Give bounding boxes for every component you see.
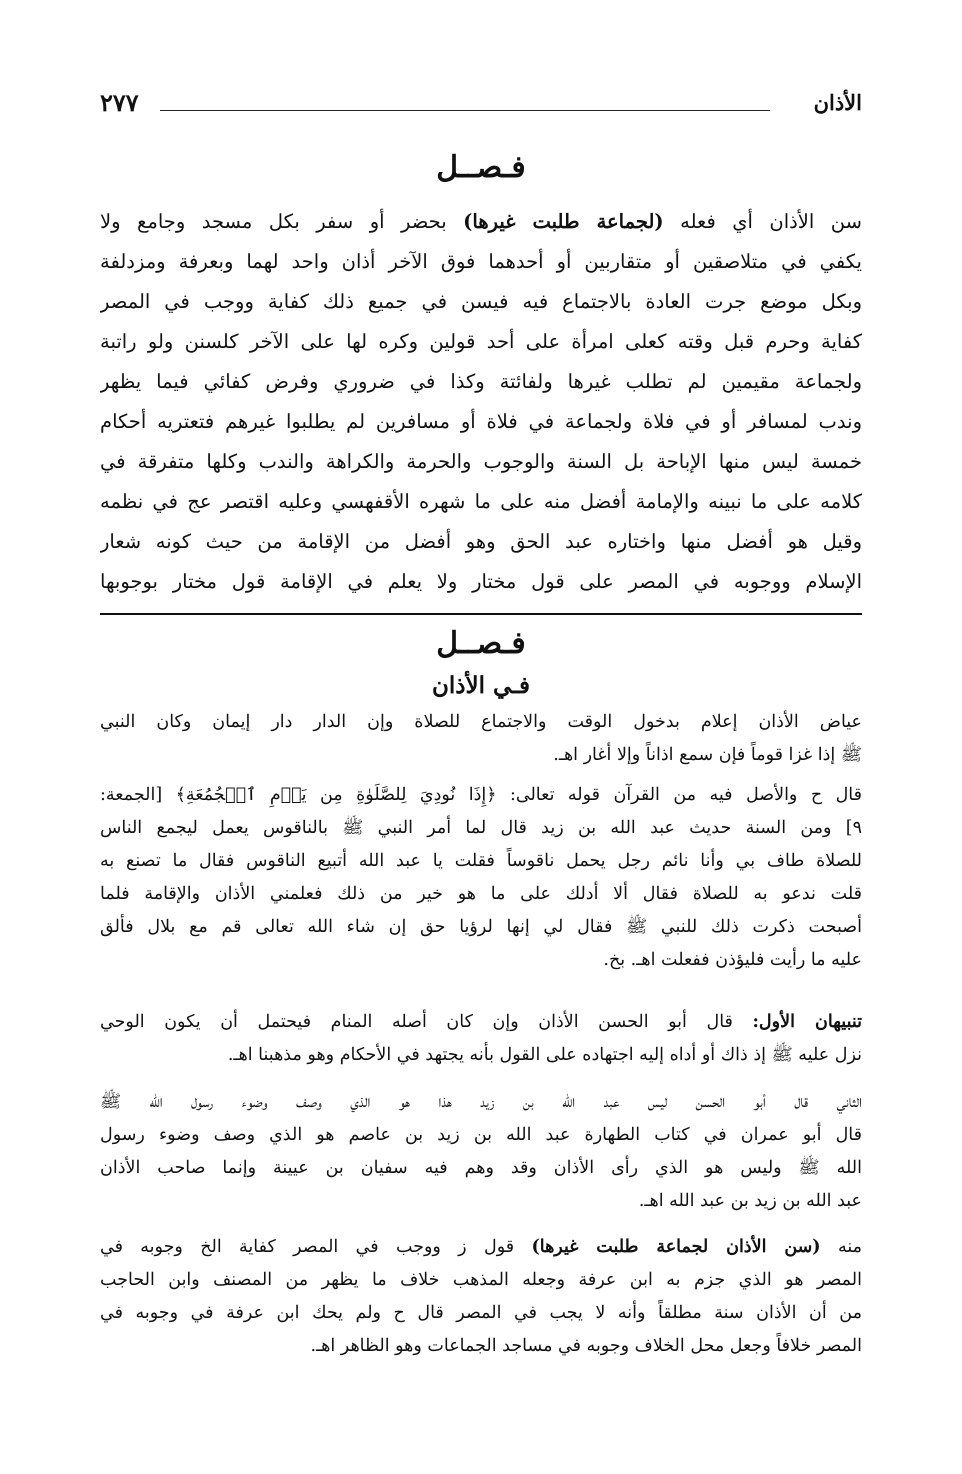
text-line: [100, 1152, 862, 1185]
text-line: [100, 1297, 862, 1330]
text-line: [100, 242, 862, 282]
text-line: [100, 1330, 862, 1363]
text-run: الإسلام ووجوبه في المصر على قول مختار ولا يعلم في الإقامة قول مختار بوجوبها: [100, 570, 862, 593]
text-line: [100, 739, 862, 772]
text-line: [100, 1039, 862, 1072]
text-line: [100, 1006, 862, 1039]
section-2-subtitle: فـي الأذان: [432, 672, 530, 699]
text-line: [100, 706, 862, 739]
bold-phrase: تنبيهان الأول:: [752, 1012, 862, 1032]
text-line: [100, 322, 862, 362]
text-line: [100, 1119, 862, 1152]
text-run: يكفي في متلاصقين أو متقاربين أو أحدهما فوق الآخر أذان واحد لهما وبعرفة ومزدلفة: [100, 250, 862, 273]
text-run: ﷺ إذا غزا قوماً فإن سمع اذاناً وإلا أغار اهـ.: [553, 745, 862, 765]
bold-phrase: (لجماعة طلبت غيرها): [463, 210, 664, 233]
text-run: وبكل موضع جرت العادة بالاجتماع فيه فيسن في جميع ذلك كفاية ووجب في المصر: [100, 290, 862, 313]
note-paragraph: [100, 1086, 862, 1218]
text-run: عليه ما رأيت فليؤذن ففعلت اهـ. بخ.: [603, 950, 862, 970]
text-run: سن الأذان أي فعله: [663, 210, 862, 233]
text-run: كلامه على ما نبينه والإمامة أفضل منه على ما شهره الأقفهسي وعليه اقتصر عج في نظمه: [100, 490, 862, 513]
text-line: [100, 911, 862, 944]
text-line: [100, 1231, 862, 1264]
text-line: [100, 944, 862, 977]
section-1-title: فـصــل: [436, 150, 526, 185]
text-run: ٩] ومن السنة حديث عبد الله بن زيد قال لما أمر النبي ﷺ بالناقوس يعمل ليجمع الناس: [100, 818, 862, 838]
text-line: [100, 402, 862, 442]
text-run: عبد الله بن زيد بن عبد الله اهـ.: [638, 1191, 862, 1211]
running-header: [100, 88, 862, 120]
text-line: [100, 522, 862, 562]
page-number: ٢٧٧: [100, 88, 139, 117]
text-run: المصر خلافاً وجعل محل الخلاف وجوبه في مساجد الجماعات وهو الظاهر اهـ.: [310, 1336, 862, 1356]
text-run: عياض الأذان إعلام بدخول الوقت والاجتماع للصلاة وإن الدار دار إيمان وكان النبي: [100, 712, 862, 732]
note-paragraph: [100, 779, 862, 977]
text-run: منه: [820, 1237, 862, 1257]
note-paragraph: [100, 1231, 862, 1363]
text-line: [100, 482, 862, 522]
text-run: قول ز ووجب في المصر كفاية الخ وجوبه في: [100, 1237, 532, 1257]
text-run: بحضر أو سفر بكل مسجد وجامع ولا: [100, 210, 464, 233]
text-line: [100, 812, 862, 845]
text-line: [100, 1185, 862, 1218]
text-line: [100, 1086, 862, 1119]
text-run: قلت ندعو به للصلاة فقال ألا أدلك على ما هو خير من ذلك فعلمني الأذان والإقامة فلما: [100, 884, 862, 904]
text-line: [100, 1264, 862, 1297]
note-paragraph: [100, 706, 862, 772]
text-run: خمسة ليس منها الإباحة بل السنة والوجوب والحرمة والكراهة والندب وكلها متفرقة في: [100, 450, 862, 473]
footnote-separator: [100, 613, 862, 615]
note-paragraph: [100, 1006, 862, 1072]
text-run: المصر هو الذي جزم به ابن عرفة وجعله المذهب خلاف ما يظهر من المصنف وابن الحاجب: [100, 1270, 862, 1290]
text-run: الله ﷺ وليس هو الذي رأى الأذان وقد وهم فيه سفيان بن عيينة وإنما صاحب الأذان: [100, 1158, 862, 1178]
text-line: [100, 442, 862, 482]
text-line: [100, 362, 862, 402]
text-run: أصبحت ذكرت ذلك للنبي ﷺ فقال لي إنها لرؤيا حق إن شاء الله تعالى قم مع بلال فألق: [100, 917, 862, 937]
header-rule: [160, 110, 770, 111]
text-run: وندب لمسافر أو في فلاة ولجماعة في فلاة أو مسافرين لم يطلبوا غيرهم فتعتريه أحكام: [100, 410, 862, 433]
section-2-title: فـصــل: [436, 626, 526, 661]
text-run: ولجماعة مقيمين لم تطلب غيرها ولفائتة وكذا في ضروري وفرض كفائي فيما يظهر: [100, 370, 862, 393]
main-text: [100, 202, 862, 602]
text-line: [100, 779, 862, 812]
text-run: قال أبو عمران في كتاب الطهارة عبد الله بن زيد بن عاصم هو الذي وصف وضوء رسول: [100, 1125, 862, 1145]
running-title: الأذان: [813, 90, 862, 115]
text-line: [100, 282, 862, 322]
text-run: نزل عليه ﷺ إذ ذاك أو أداه إليه اجتهاده على القول بأنه يجتهد في الأحكام وهو مذهبنا اهـ.: [227, 1045, 862, 1065]
bold-phrase: (سن الأذان لجماعة طلبت غيرها): [531, 1237, 821, 1257]
text-run: للصلاة طاف بي وأنا نائم رجل يحمل ناقوساً فقلت يا عبد الله أتبيع الناقوس فقال ما تصنع به: [100, 851, 862, 871]
text-run: كفاية وحرم قبل وقته كعلى امرأة على أحد قولين وكره لها على الآخر كلسنن ولو راتبة: [100, 330, 862, 353]
text-run: من أن الأذان سنة مطلقاً وأنه لا يجب في المصر قال ح ولم يحك ابن عرفة في وجوبه في: [100, 1303, 862, 1323]
text-run: الثاني قال أبو الحسن ليس عبد الله بن زيد هذا هو الذي وصف وضوء رسول الله ﷺ: [100, 1092, 862, 1112]
text-line: [100, 845, 862, 878]
text-run: قال ح والأصل فيه من القرآن قوله تعالى: ﴿إِذَا نُودِيَ لِلصَّلَوٰةِ مِن يَوۡمِ ٱلۡجُمُعَةِ﴾ [الجمعة:: [100, 785, 862, 805]
text-line: [100, 562, 862, 602]
text-line: [100, 878, 862, 911]
text-line: [100, 202, 862, 242]
text-run: وقيل هو أفضل منها واختاره عبد الحق وهو أفضل من الإقامة من حيث كونه شعار: [100, 530, 862, 553]
text-run: قال أبو الحسن الأذان وإن كان أصله المنام فيحتمل أن يكون الوحي: [100, 1012, 753, 1032]
